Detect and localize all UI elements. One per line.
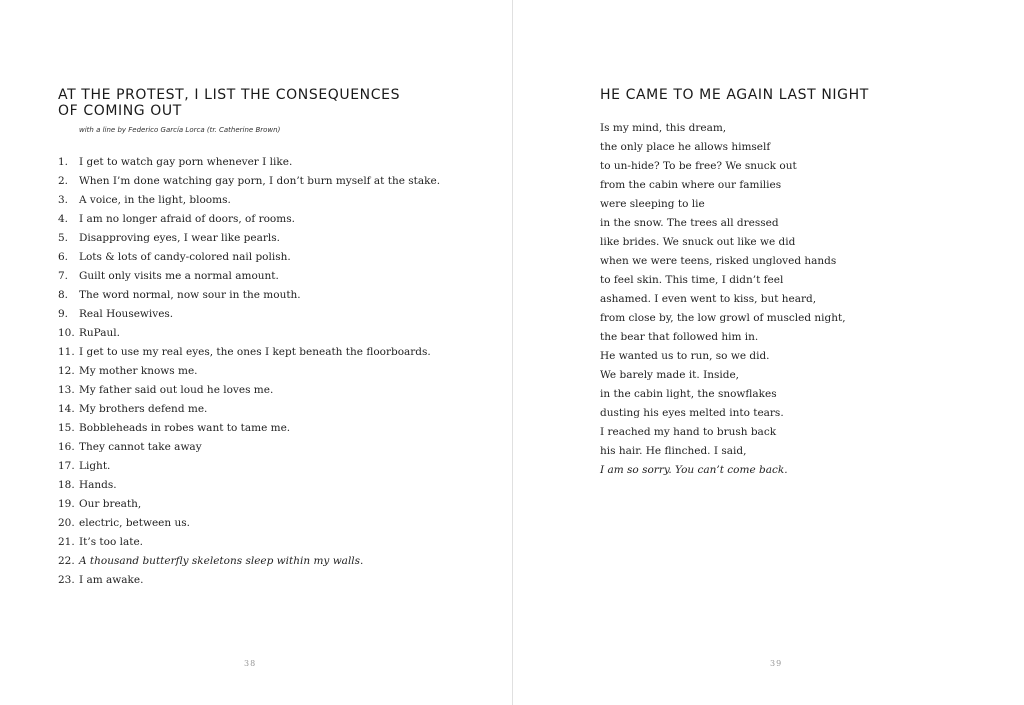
poem-line: the bear that followed him in. bbox=[600, 331, 759, 343]
page-number-left: 38 bbox=[244, 659, 257, 668]
list-item bbox=[58, 533, 440, 552]
poem-line: from the cabin where our families bbox=[600, 179, 782, 191]
list-item bbox=[58, 305, 440, 324]
item-number: 1. bbox=[58, 156, 69, 168]
item-text: They cannot take away bbox=[79, 441, 202, 453]
list-item bbox=[58, 552, 440, 571]
poem-line: the only place he allows himself bbox=[600, 141, 771, 153]
poem-line-italic: I am so sorry. You can’t come back. bbox=[600, 464, 788, 476]
item-number: 21. bbox=[58, 536, 75, 548]
list-item bbox=[58, 286, 440, 305]
list-item bbox=[58, 400, 440, 419]
list-item bbox=[58, 267, 440, 286]
item-text: RuPaul. bbox=[79, 327, 120, 339]
item-number: 7. bbox=[58, 270, 69, 282]
page-number-right: 39 bbox=[770, 659, 783, 668]
poem-line: like brides. We snuck out like we did bbox=[600, 236, 796, 248]
item-number: 19. bbox=[58, 498, 75, 510]
poem-line: I reached my hand to brush back bbox=[600, 426, 777, 438]
list-item bbox=[58, 172, 440, 191]
poem-title-left: AT THE PROTEST, I LIST THE CONSEQUENCES OF COMING OUT bbox=[58, 87, 401, 119]
poem-line: from close by, the low growl of muscled night, bbox=[600, 312, 846, 324]
poem-line: We barely made it. Inside, bbox=[600, 369, 740, 381]
item-text: Bobbleheads in robes want to tame me. bbox=[79, 422, 291, 434]
item-text: The word normal, now sour in the mouth. bbox=[79, 289, 301, 301]
poem-line: when we were teens, risked ungloved hands bbox=[600, 255, 837, 267]
item-number: 14. bbox=[58, 403, 75, 415]
item-text: I get to use my real eyes, the ones I kept beneath the floorboards. bbox=[79, 346, 431, 358]
poem-line: Is my mind, this dream, bbox=[600, 122, 727, 134]
item-number: 15. bbox=[58, 422, 75, 434]
item-text: I am no longer afraid of doors, of rooms. bbox=[79, 213, 295, 225]
poem-line: to un-hide? To be free? We snuck out bbox=[600, 160, 797, 172]
poem-title-right: HE CAME TO ME AGAIN LAST NIGHT bbox=[600, 87, 869, 103]
item-text: Light. bbox=[79, 460, 111, 472]
item-text: I get to watch gay porn whenever I like. bbox=[79, 156, 293, 168]
poem-line: to feel skin. This time, I didn’t feel bbox=[600, 274, 784, 286]
item-number: 5. bbox=[58, 232, 69, 244]
item-text: Hands. bbox=[79, 479, 117, 491]
item-text: Lots & lots of candy-colored nail polish. bbox=[79, 251, 291, 263]
item-text: When I’m done watching gay porn, I don’t burn myself at the stake. bbox=[79, 175, 441, 187]
item-text: I am awake. bbox=[79, 574, 144, 586]
poem-body bbox=[600, 119, 846, 480]
list-item bbox=[58, 514, 440, 533]
item-number: 20. bbox=[58, 517, 75, 529]
item-number: 11. bbox=[58, 346, 75, 358]
item-number: 10. bbox=[58, 327, 75, 339]
list-item bbox=[58, 419, 440, 438]
item-number: 22. bbox=[58, 555, 75, 567]
poem-line: in the cabin light, the snowflakes bbox=[600, 388, 777, 400]
item-text: My brothers defend me. bbox=[79, 403, 208, 415]
item-text: A voice, in the light, blooms. bbox=[79, 194, 231, 206]
item-text: Our breath, bbox=[79, 498, 142, 510]
list-item bbox=[58, 438, 440, 457]
poem-line: in the snow. The trees all dressed bbox=[600, 217, 779, 229]
item-number: 9. bbox=[58, 308, 69, 320]
list-item bbox=[58, 324, 440, 343]
item-number: 18. bbox=[58, 479, 75, 491]
item-number: 6. bbox=[58, 251, 69, 263]
item-text: It’s too late. bbox=[79, 536, 144, 548]
list-item bbox=[58, 248, 440, 267]
item-number: 12. bbox=[58, 365, 75, 377]
item-number: 23. bbox=[58, 574, 75, 586]
poem-line: were sleeping to lie bbox=[600, 198, 705, 210]
list-item bbox=[58, 229, 440, 248]
epigraph: with a line by Federico García Lorca (tr. Catherine Brown) bbox=[79, 126, 281, 134]
list-item bbox=[58, 362, 440, 381]
consequences-list bbox=[58, 153, 440, 590]
list-item bbox=[58, 495, 440, 514]
item-number: 2. bbox=[58, 175, 69, 187]
list-item bbox=[58, 457, 440, 476]
poem-line: his hair. He flinched. I said, bbox=[600, 445, 747, 457]
item-number: 16. bbox=[58, 441, 75, 453]
poem-line: He wanted us to run, so we did. bbox=[600, 350, 770, 362]
list-item bbox=[58, 191, 440, 210]
item-number: 13. bbox=[58, 384, 75, 396]
list-item bbox=[58, 571, 440, 590]
list-item bbox=[58, 153, 440, 172]
item-number: 17. bbox=[58, 460, 75, 472]
list-item bbox=[58, 381, 440, 400]
list-item bbox=[58, 476, 440, 495]
item-text: Guilt only visits me a normal amount. bbox=[79, 270, 279, 282]
item-text: My father said out loud he loves me. bbox=[79, 384, 274, 396]
list-item bbox=[58, 343, 440, 362]
item-number: 4. bbox=[58, 213, 69, 225]
item-text: Real Housewives. bbox=[79, 308, 174, 320]
item-text: Disapproving eyes, I wear like pearls. bbox=[79, 232, 280, 244]
item-text: My mother knows me. bbox=[79, 365, 198, 377]
item-number: 8. bbox=[58, 289, 69, 301]
item-text: electric, between us. bbox=[79, 517, 190, 529]
item-number: 3. bbox=[58, 194, 69, 206]
right-page bbox=[512, 0, 1024, 705]
poem-line: ashamed. I even went to kiss, but heard, bbox=[600, 293, 817, 305]
poem-line: dusting his eyes melted into tears. bbox=[600, 407, 784, 419]
item-text-italic: A thousand butterfly skeletons sleep within my walls. bbox=[79, 555, 364, 567]
list-item bbox=[58, 210, 440, 229]
